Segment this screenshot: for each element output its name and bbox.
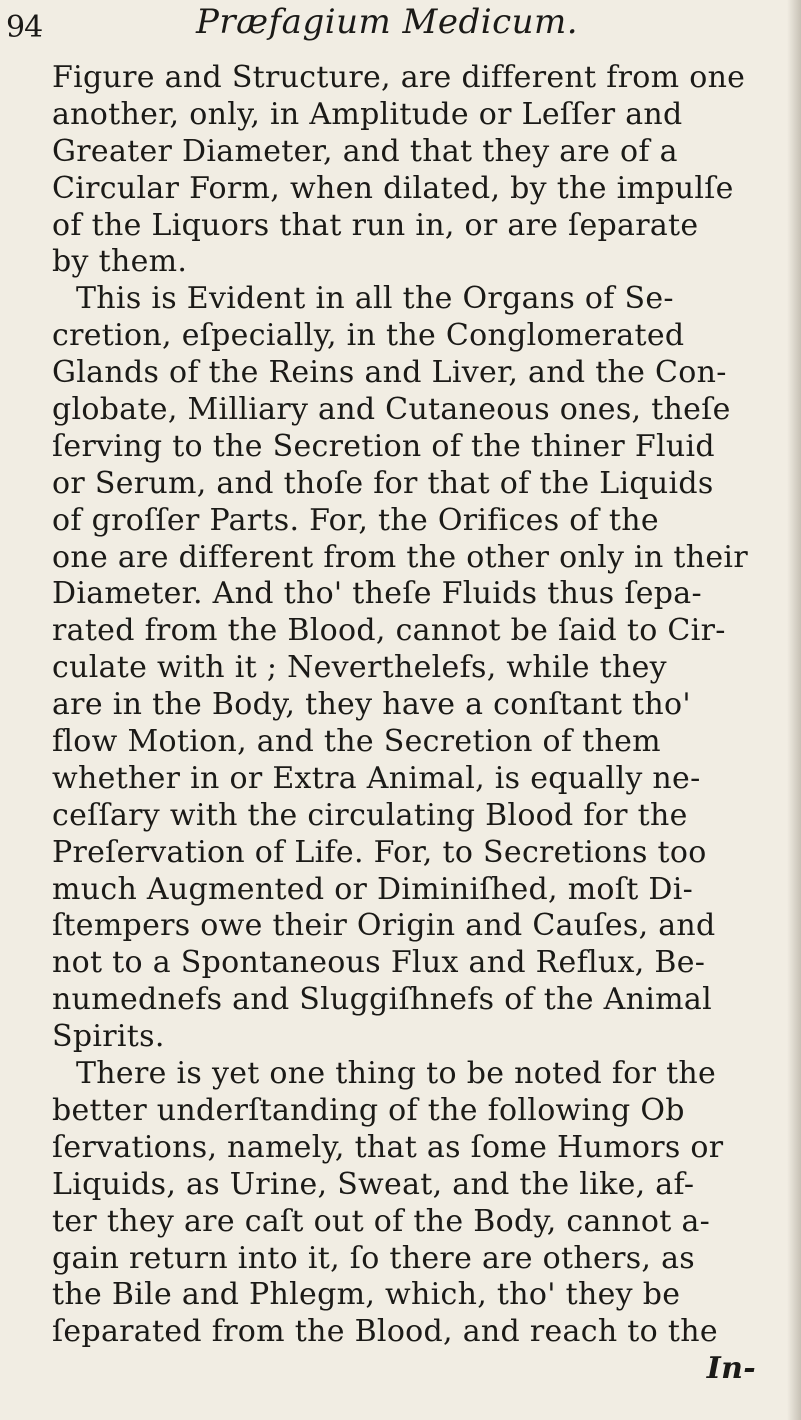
page-edge-shadow (787, 0, 801, 1420)
text-line: culate with it ; Neverthelefs, while they (52, 650, 667, 686)
text-line: much Augmented or Diminiſhed, moſt Di- (52, 871, 694, 907)
text-line: ſtempers owe their Origin and Cauſes, and (52, 908, 716, 944)
text-line: the Bile and Phlegm, which, tho' they be (52, 1277, 681, 1313)
text-line: or Serum, and thoſe for that of the Liquids (52, 465, 714, 501)
text-line: numednefs and Sluggiſhnefs of the Animal (52, 982, 712, 1018)
text-line: ceſſary with the circulating Blood for the (52, 797, 688, 833)
paragraph-start-line: This is Evident in all the Organs of Se- (76, 281, 674, 317)
text-line: Figure and Structure, are different from one (52, 60, 746, 95)
text-line: Greater Diameter, and that they are of a (52, 133, 678, 169)
catchword: In- (706, 1351, 756, 1387)
text-line: globate, Milliary and Cutaneous ones, theſe (52, 392, 731, 428)
text-line: Spirits. (52, 1019, 165, 1055)
text-line: better underſtanding of the following Ob (52, 1092, 685, 1128)
text-line: by them. (52, 244, 188, 280)
text-line: ter they are caſt out of the Body, cannot a- (52, 1203, 711, 1239)
text-line: Preſervation of Life. For, to Secretions too (52, 834, 707, 870)
text-line: ſerving to the Secretion of the thiner Fluid (52, 428, 715, 464)
text-line: rated from the Blood, cannot be ſaid to Cir- (52, 613, 726, 649)
text-line: whether in or Extra Animal, is equally ne- (52, 760, 701, 796)
text-line: ſervations, namely, that as ſome Humors or (52, 1129, 724, 1165)
text-line: Diameter. And tho' theſe Fluids thus ſepa- (52, 576, 702, 612)
body-text (52, 60, 792, 1388)
page-number: 94 (6, 10, 43, 45)
text-line: Glands of the Reins and Liver, and the Con- (52, 355, 727, 391)
text-line: not to a Spontaneous Flux and Reflux, Be- (52, 945, 706, 981)
text-line: are in the Body, they have a conſtant tho' (52, 687, 691, 723)
text-line: flow Motion, and the Secretion of them (52, 724, 661, 760)
text-line: of the Liquors that run in, or are ſeparate (52, 207, 699, 243)
text-line: Circular Form, when dilated, by the impulſe (52, 170, 734, 206)
paragraph-start-line: There is yet one thing to be noted for the (76, 1056, 717, 1092)
text-line: Liquids, as Urine, Sweat, and the like, af- (52, 1166, 695, 1202)
text-line: ſeparated from the Blood, and reach to the (52, 1314, 718, 1350)
text-line: gain return into it, ſo there are others, as (52, 1240, 695, 1276)
running-head: Præfagium Medicum. (196, 2, 579, 42)
text-line: another, only, in Amplitude or Leſſer and (52, 96, 683, 132)
text-line: one are different from the other only in their (52, 539, 748, 575)
text-line: cretion, eſpecially, in the Conglomerated (52, 318, 685, 354)
text-line: of groſſer Parts. For, the Orifices of the (52, 502, 659, 538)
